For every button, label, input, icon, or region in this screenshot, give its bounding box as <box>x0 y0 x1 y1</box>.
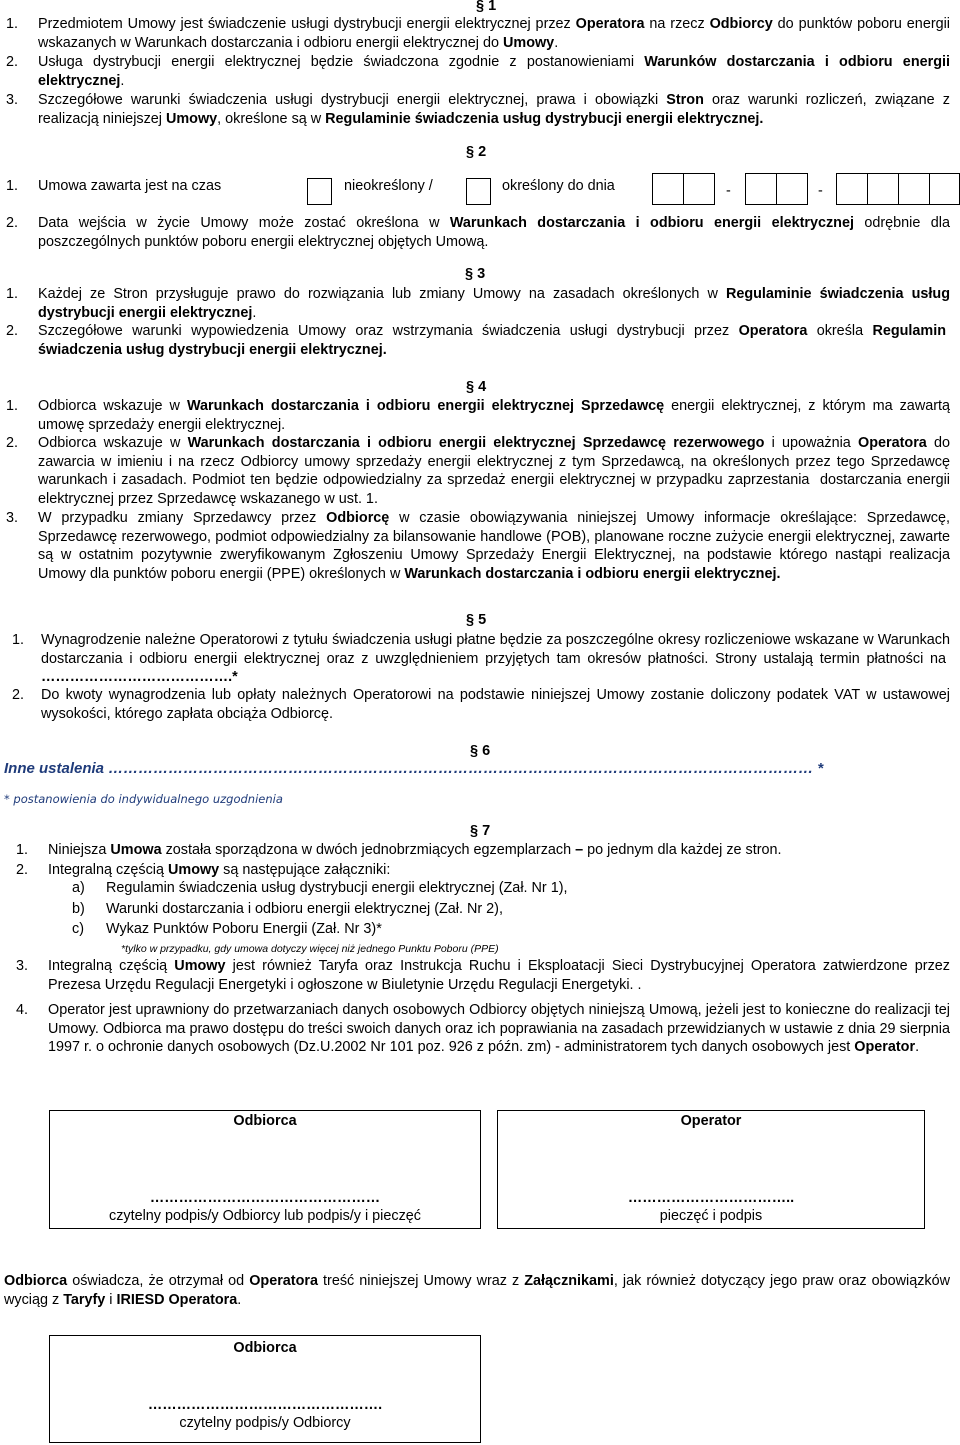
item-text: Do kwoty wynagrodzenia lub opłaty należnych Operatorowi na podstawie niniejszej Umowy zostanie doliczony podatek VAT w ustawowej wysokości, którego zapłata obciąża Odbiorcę. <box>41 687 950 722</box>
date-month-digit-2[interactable] <box>776 173 808 205</box>
item-number: 2. <box>6 215 19 231</box>
attachment-c <box>72 920 382 939</box>
item-number: 2. <box>6 435 19 451</box>
s1-item-2 <box>6 53 950 90</box>
attachment-letter: a) <box>72 880 85 896</box>
s7-item-4 <box>16 1001 950 1057</box>
s4-item-2 <box>6 434 950 508</box>
s7-item-1 <box>16 841 950 860</box>
s5-item-2 <box>12 686 950 723</box>
s1-item-1 <box>6 15 950 52</box>
customer-signature-line[interactable]: ………………………………………… <box>149 1190 381 1206</box>
attachment-text: Wykaz Punktów Poboru Energii (Zał. Nr 3)* <box>106 921 382 937</box>
section-4-title: § 4 <box>466 379 487 395</box>
item-text: Przedmiotem Umowy jest świadczenie usługi dystrybucji energii elektrycznej przez Operatora na rzecz Odbiorcy do punktów poboru energii wskazanych w Warunkach dostarczania i odbioru energii elektrycznej do Umowy. <box>38 16 951 51</box>
s1-item-3 <box>6 91 950 128</box>
item-text: Integralną częścią Umowy jest również Taryfa oraz Instrukcja Ruchu i Eksploatacji Sieci Dystrybucyjnej Operatora zatwierdzone przez Prezesa Urzędu Regulacji Energetyki i ogłoszone w Biuletynie Urzędu Regulacji Energetyki. . <box>48 958 950 993</box>
operator-signature-caption: pieczęć i podpis <box>659 1208 763 1224</box>
section-2-title: § 2 <box>466 144 487 160</box>
declaration-signature-box <box>49 1335 481 1443</box>
declaration-signature-title: Odbiorca <box>233 1340 297 1356</box>
s4-item-3 <box>6 509 950 583</box>
item-text: Operator jest uprawniony do przetwarzaniach danych osobowych Odbiorcy objętych niniejszą Umową, jeżeli jest to konieczne do realizacji tej Umowy. Odbiorca ma prawo dostępu do treści swoich danych oraz ich poprawiania na zasadach przewidzianych w ustawie z dnia 29 sierpnia 1997 r. o ochronie danych osobowych (Dz.U.2002 Nr 101 poz. 926 z późn. zm) - administratorem tych danych osobowych jest Operator. <box>48 1002 950 1055</box>
item-text: W przypadku zmiany Sprzedawcy przez Odbiorcę w czasie obowiązywania niniejszej Umowy informacje określające: Sprzedawcę, Sprzedawcę rezerwowego, podmiot odpowiedzialny za bilansowanie handlowe (POB), planowane roczne zużycie energii elektrycznej, zawarte są w ostatnim pozytywnie zweryfikowanym Zgłoszeniu Umowy Sprzedaży Energii Elektrycznej, na podstawie którego nastąpi realizacja Umowy dla punktów poboru energii (PPE) określonych w Warunkach dostarczania i odbioru energii elektrycznej. <box>38 510 950 582</box>
definite-term-label: określony do dnia <box>502 178 615 194</box>
s3-item-1 <box>6 285 950 322</box>
s5-item-1 <box>12 631 950 687</box>
s7-item-2 <box>16 861 950 880</box>
declaration-signature-caption: czytelny podpis/y Odbiorcy <box>179 1415 351 1431</box>
item-number: 1. <box>6 398 19 414</box>
date-year-digit-1[interactable] <box>836 173 868 205</box>
attachment-letter: c) <box>72 921 84 937</box>
customer-signature-box <box>49 1110 481 1229</box>
section-1-title: § 1 <box>476 0 497 14</box>
item-text: Szczegółowe warunki wypowiedzenia Umowy oraz wstrzymania świadczenia usługi dystrybucji przez Operatora określa Regulamin świadczenia usług dystrybucji energii elektrycznej. <box>38 323 950 358</box>
s2-item-1-number: 1. <box>6 178 19 194</box>
indefinite-term-checkbox[interactable] <box>307 178 332 205</box>
section-3-title: § 3 <box>465 266 486 282</box>
item-number: 3. <box>6 92 19 108</box>
attachment-text: Regulamin świadczenia usług dystrybucji energii elektrycznej (Zał. Nr 1), <box>106 880 568 896</box>
definite-term-checkbox[interactable] <box>466 178 491 205</box>
item-text: Każdej ze Stron przysługuje prawo do rozwiązania lub zmiany Umowy na zasadach określonych w Regulaminie świadczenia usług dystrybucji energii elektrycznej. <box>38 286 950 321</box>
date-day-digit-2[interactable] <box>683 173 715 205</box>
item-number: 3. <box>16 958 29 974</box>
item-number: 1. <box>6 16 19 32</box>
item-number: 3. <box>6 510 19 526</box>
date-year-digit-2[interactable] <box>867 173 899 205</box>
date-year-digit-3[interactable] <box>898 173 930 205</box>
attachment-note: *tylko w przypadku, gdy umowa dotyczy więcej niż jednego Punktu Poboru (PPE) <box>121 943 499 955</box>
s3-item-2 <box>6 322 950 359</box>
section-6-title: § 6 <box>470 743 491 759</box>
item-number: 2. <box>16 862 29 878</box>
item-text: Data wejścia w życie Umowy może zostać określona w Warunkach dostarczania i odbioru energii elektrycznej odrębnie dla poszczególnych punktów poboru energii elektrycznej objętych Umową. <box>38 215 950 250</box>
operator-signature-line[interactable]: …………………………….. <box>627 1190 795 1206</box>
declaration-text: Odbiorca oświadcza, że otrzymał od Operatora treść niniejszej Umowy wraz z Załącznikami, jak również dotyczący jego praw oraz obowiązków wyciąg z Taryfy i IRIESD Operatora. <box>4 1273 950 1308</box>
attachment-b <box>72 900 503 919</box>
date-day-digit-1[interactable] <box>652 173 684 205</box>
item-text: Odbiorca wskazuje w Warunkach dostarczania i odbioru energii elektrycznej Sprzedawcę energii elektrycznej, z którym ma zawartą umowę sprzedaży energii elektrycznej. <box>38 398 951 433</box>
s2-item-2 <box>6 214 950 251</box>
other-arrangements-field[interactable]: Inne ustalenia …………………………………………………………………………………………………………………………… * <box>4 760 824 777</box>
item-text: Usługa dystrybucji energii elektrycznej będzie świadczona zgodnie z postanowieniami Warunków dostarczania i odbioru energii elektrycznej. <box>38 54 950 89</box>
section-5-title: § 5 <box>466 612 487 628</box>
section-7-title: § 7 <box>470 823 491 839</box>
item-text: Odbiorca wskazuje w Warunkach dostarczania i odbioru energii elektrycznej Sprzedawcę rezerwowego i upoważnia Operatora do zawarcia w imieniu i na rzecz Odbiorcy umowy sprzedaży energii elektrycznej z tym Sprzedawcą, na określonych przez tego Sprzedawcę warunkach i zasadach. Podmiot ten będzie odpowiedzialny za sprzedaż energii elektrycznej w przypadku zaprzestania dostarczania energii elektrycznej przez Sprzedawcę wskazanego w ust. 1. <box>38 435 950 507</box>
item-text: Integralną częścią Umowy są następujące załączniki: <box>48 862 391 878</box>
item-text: Szczegółowe warunki świadczenia usługi dystrybucji energii elektrycznej, prawa i obowiązki Stron oraz warunki rozliczeń, związane z realizacją niniejszej Umowy, określone są w Regulaminie świadczenia usług dystrybucji energii elektrycznej. <box>38 92 950 127</box>
operator-signature-title: Operator <box>680 1113 742 1129</box>
item-number: 1. <box>12 632 25 648</box>
date-year-digit-4[interactable] <box>929 173 960 205</box>
individual-arrangements-footnote: * postanowienia do indywidualnego uzgodnienia <box>4 792 283 806</box>
item-text: Niniejsza Umowa została sporządzona w dwóch jednobrzmiących egzemplarzach – po jednym dla każdej ze stron. <box>48 842 782 858</box>
customer-signature-caption: czytelny podpis/y Odbiorcy lub podpis/y i pieczęć <box>109 1208 421 1224</box>
item-number: 4. <box>16 1002 29 1018</box>
item-number: 2. <box>6 54 19 70</box>
item-number: 2. <box>6 323 19 339</box>
indefinite-term-label: nieokreślony / <box>344 178 433 194</box>
item-number: 1. <box>16 842 29 858</box>
s7-item-3 <box>16 957 950 994</box>
date-month-digit-1[interactable] <box>745 173 777 205</box>
item-number: 1. <box>6 286 19 302</box>
attachment-a <box>72 879 567 898</box>
s2-item-1-text: Umowa zawarta jest na czas <box>38 178 222 194</box>
customer-signature-title: Odbiorca <box>233 1113 297 1129</box>
declaration-signature-line[interactable]: …………………………………………. <box>147 1397 383 1413</box>
date-separator: - <box>726 183 731 199</box>
date-separator: - <box>818 183 823 199</box>
attachment-text: Warunki dostarczania i odbioru energii elektrycznej (Zał. Nr 2), <box>106 901 503 917</box>
attachment-letter: b) <box>72 901 85 917</box>
item-text: Wynagrodzenie należne Operatorowi z tytułu świadczenia usługi płatne będzie za poszczególne okresy rozliczeniowe wskazane w Warunkach dostarczania i odbioru energii elektrycznej oraz z uwzględnieniem przyjętych tam okresów płatności. Strony ustalają termin płatności na ………………………………….* <box>41 632 950 685</box>
operator-signature-box <box>497 1110 925 1229</box>
item-number: 2. <box>12 687 25 703</box>
s4-item-1 <box>6 397 950 434</box>
